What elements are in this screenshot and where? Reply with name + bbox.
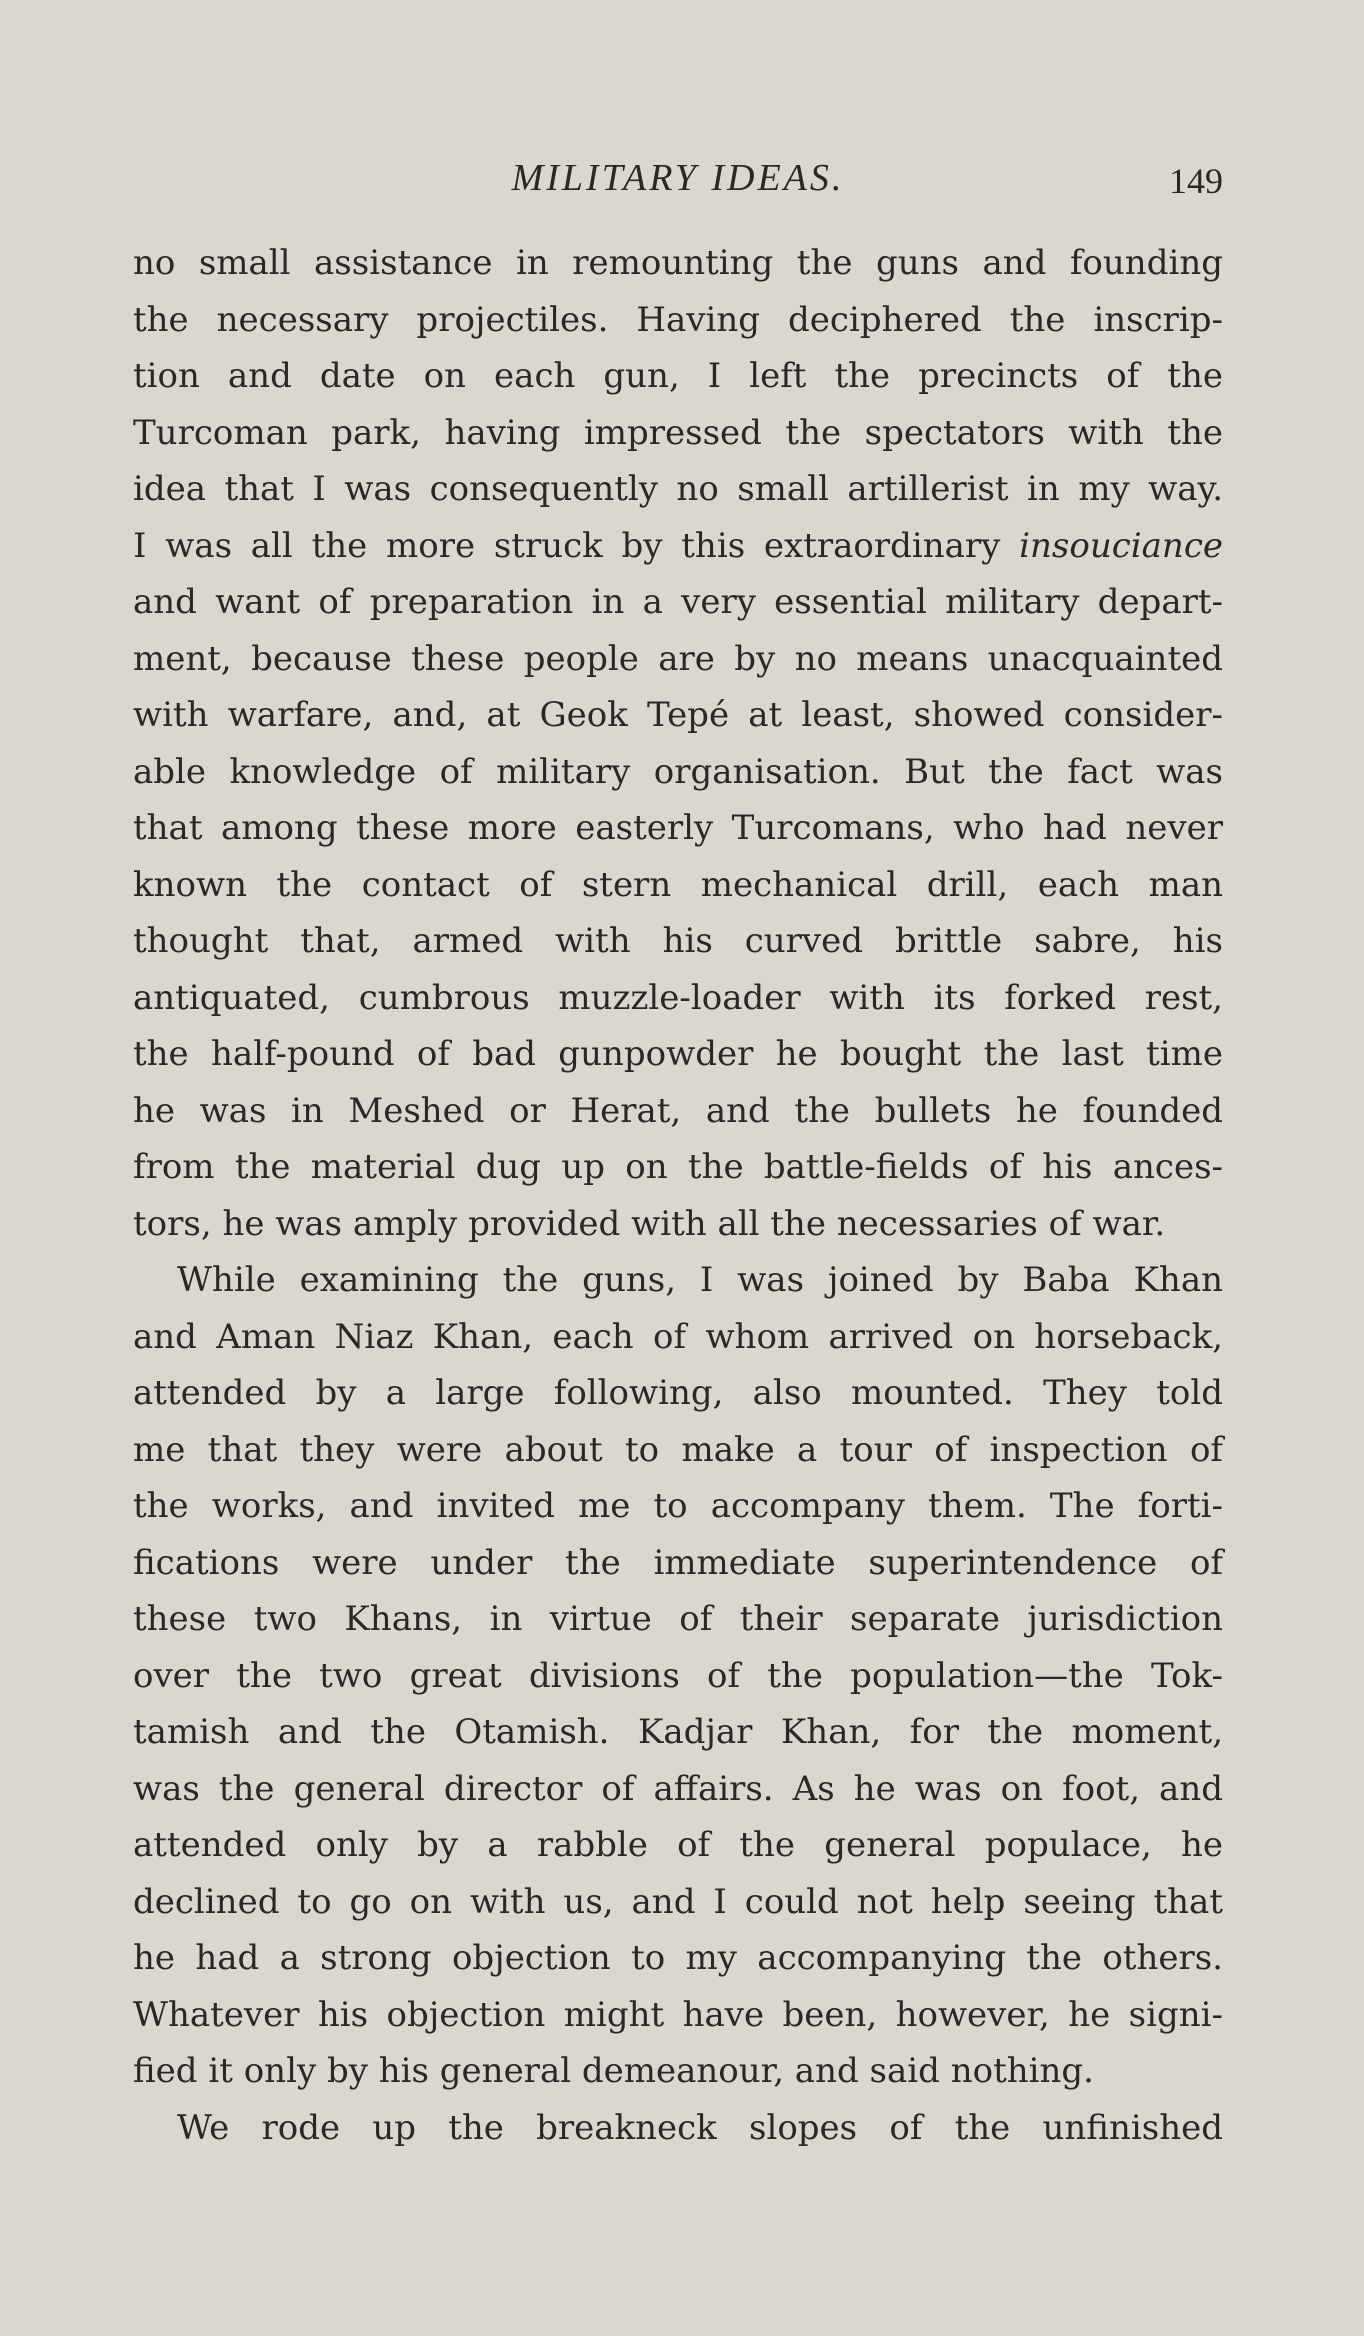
paragraph-end-line: tors, he was amply provided with all the necessaries of war. <box>133 1203 1166 1244</box>
text-line: with warfare, and, at Geok Tepé at least, showed consider- <box>133 695 1223 735</box>
text-line: declined to go on with us, and I could not help seeing that <box>133 1881 1223 1922</box>
text-line: Whatever his objection might have been, however, he signi- <box>133 1994 1223 2035</box>
text-line: the works, and invited me to accompany them. The forti- <box>133 1486 1223 1526</box>
text-line: that among these more easterly Turcomans, who had never <box>133 808 1223 848</box>
text-line-start: I was all the more struck by this extraordinary <box>133 525 1020 566</box>
text-line: from the material dug up on the battle-fields of his ances- <box>133 1147 1223 1187</box>
text-line: he had a strong objection to my accompanying the others. <box>133 1938 1223 1978</box>
running-head-title: MILITARY IDEAS. <box>511 157 845 199</box>
text-line: these two Khans, in virtue of their separate jurisdiction <box>133 1599 1223 1639</box>
running-head <box>133 150 1223 210</box>
text-line <box>133 518 1223 575</box>
italic-word: insouciance <box>1019 525 1223 566</box>
paragraph-end-line: fied it only by his general demeanour, and said nothing. <box>133 2051 1094 2091</box>
text-line: me that they were about to make a tour of inspection of <box>133 1429 1223 1470</box>
text-line: and want of preparation in a very essential military depart- <box>133 582 1223 622</box>
text-line: and Aman Niaz Khan, each of whom arrived on horseback, <box>133 1316 1223 1357</box>
text-line: Turcoman park, having impressed the spectators with the <box>133 412 1223 453</box>
text-line: known the contact of stern mechanical drill, each man <box>133 864 1223 905</box>
text-line: the half-pound of bad gunpowder he bought the last time <box>133 1034 1223 1074</box>
paragraph-start-line: While examining the guns, I was joined by Baba Khan <box>177 1260 1223 1300</box>
text-line: attended only by a rabble of the general populace, he <box>133 1825 1223 1865</box>
text-line: tamish and the Otamish. Kadjar Khan, for the moment, <box>133 1712 1223 1752</box>
text-line: ment, because these people are by no means unacquainted <box>133 638 1223 679</box>
text-line: able knowledge of military organisation. But the fact was <box>133 751 1223 792</box>
text-line: over the two great divisions of the population—the Tok- <box>133 1655 1223 1696</box>
text-line: antiquated, cumbrous muzzle-loader with its forked rest, <box>133 977 1223 1018</box>
text-line: tion and date on each gun, I left the precincts of the <box>133 356 1223 396</box>
text-line: no small assistance in remounting the guns and founding <box>133 243 1223 283</box>
paragraph-start-line: We rode up the breakneck slopes of the unfinished <box>177 2107 1223 2148</box>
text-line: he was in Meshed or Herat, and the bullets he founded <box>133 1090 1223 1131</box>
text-line: attended by a large following, also mounted. They told <box>133 1373 1223 1413</box>
text-line: thought that, armed with his curved brittle sabre, his <box>133 921 1223 961</box>
text-line: fications were under the immediate superintendence of <box>133 1542 1223 1583</box>
text-line: was the general director of affairs. As he was on foot, and <box>133 1768 1223 1809</box>
text-line: the necessary projectiles. Having deciphered the inscrip- <box>133 299 1223 340</box>
body-text <box>133 235 1223 2156</box>
page-number: 149 <box>1169 161 1223 201</box>
text-line: idea that I was consequently no small artillerist in my way. <box>133 469 1223 509</box>
